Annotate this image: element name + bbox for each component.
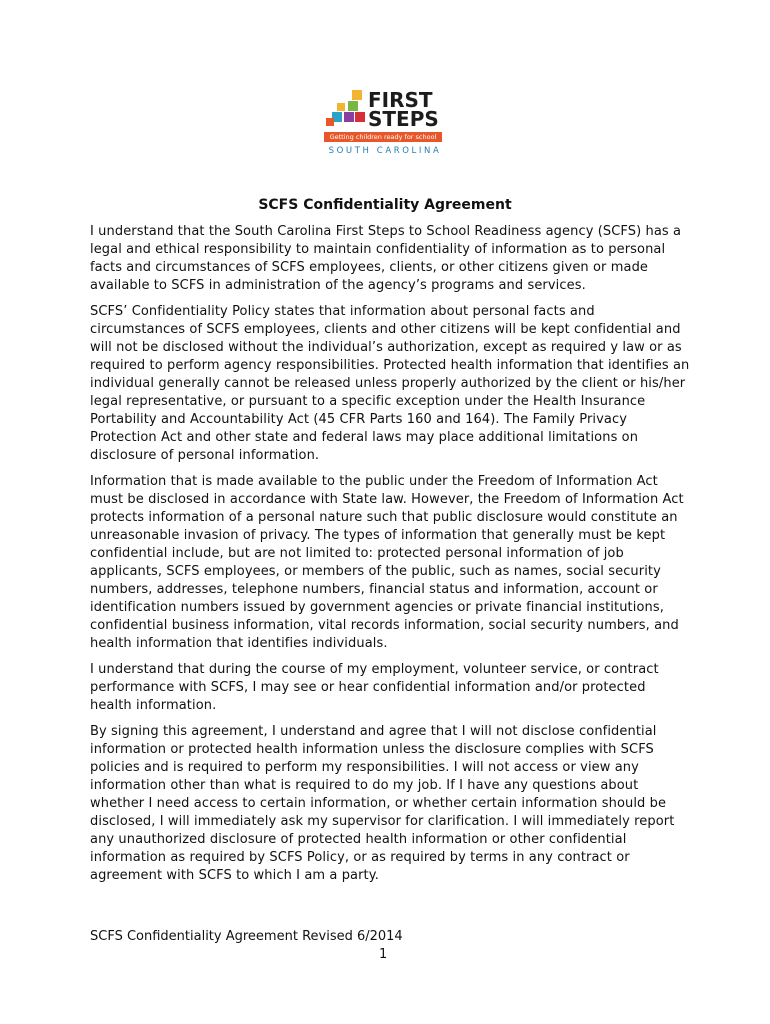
logo-state-text: SOUTH CAROLINA xyxy=(328,146,442,156)
logo-tagline-banner: Getting children ready for school xyxy=(324,132,442,142)
logo-steps-text: STEPS xyxy=(368,107,439,131)
document-body xyxy=(90,223,690,893)
paragraph-employment: I understand that during the course of my employment, volunteer service, or contract performance with SCFS, I may see or hear confidential information and/or protected health information. xyxy=(90,662,659,713)
page-number: 1 xyxy=(379,947,388,962)
paragraph-understanding: I understand that the South Carolina First Steps to School Readiness agency (SCFS) has a legal and ethical responsibility to maintain confidentiality of information as to personal facts and circumstances of SCFS employees, clients, or other citizens given or made available to SCFS in administration of the agency’s programs and services. xyxy=(90,224,682,293)
paragraph-foia: Information that is made available to the public under the Freedom of Information Act must be disclosed in accordance with State law. However, the Freedom of Information Act protects information of a personal nature such that public disclosure would constitute an unreasonable invasion of privacy. The types of information that generally must be kept confidential include, but are not limited to: protected personal information of job applicants, SCFS employees, or members of the public, such as names, social security numbers, addresses, telephone numbers, financial status and information, account or identification numbers issued by government agencies or private financial institutions, confidential business information, vital records information, social security numbers, and health information that identifies individuals. xyxy=(90,474,684,651)
footer-revision-text: SCFS Confidentiality Agreement Revised 6/2014 xyxy=(90,929,403,944)
logo-first-text: FIRST xyxy=(368,88,433,112)
logo-block-yellow-small xyxy=(337,103,345,111)
logo-block-orange xyxy=(326,118,334,126)
paragraph-agreement: By signing this agreement, I understand and agree that I will not disclose confidential information or protected health information unless the disclosure complies with SCFS policies and is required to perform my responsibilities. I will not access or view any information other than what is required to do my job. If I have any questions about whether I need access to certain information, or whether certain information should be disclosed, I will immediately ask my supervisor for clarification. I will immediately report any unauthorized disclosure of protected health information or other confidential information as required by SCFS Policy, or as required by terms in any contract or agreement with SCFS to which I am a party. xyxy=(90,724,675,883)
logo-block-green xyxy=(348,101,358,111)
logo-block-purple xyxy=(344,112,354,122)
logo-block-red xyxy=(355,112,365,122)
logo-block-yellow xyxy=(352,90,362,100)
first-steps-logo xyxy=(320,84,448,160)
logo-blocks-graphic xyxy=(324,90,368,130)
document-title: SCFS Confidentiality Agreement xyxy=(258,197,512,213)
paragraph-policy: SCFS’ Confidentiality Policy states that information about personal facts and circumstances of SCFS employees, clients and other citizens will be kept confidential and will not be disclosed without the individual’s authorization, except as required y law or as required to perform agency responsibilities. Protected health information that identifies an individual generally cannot be released unless properly authorized by the client or his/her legal representative, or pursuant to a specific exception under the Health Insurance Portability and Accountability Act (45 CFR Parts 160 and 164). The Family Privacy Protection Act and other state and federal laws may place additional limitations on disclosure of personal information. xyxy=(90,304,690,463)
